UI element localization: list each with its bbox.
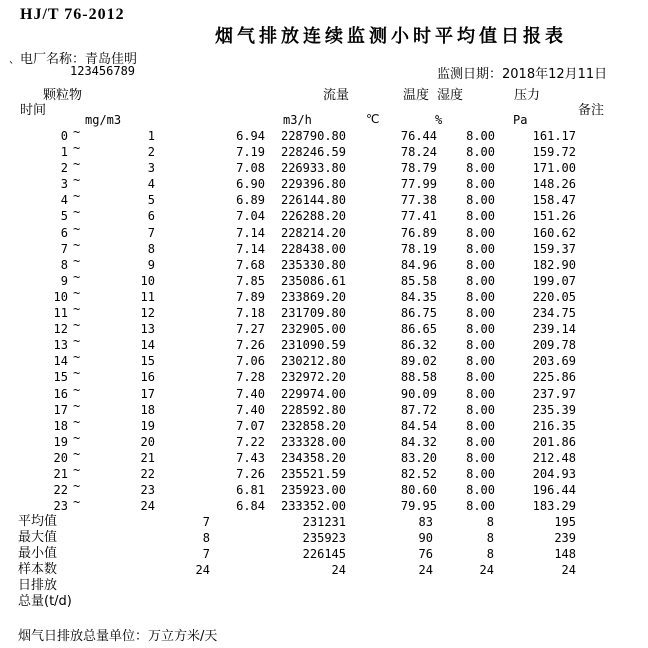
cell-hour-start: 12	[53, 322, 68, 337]
cell-hour-start: 16	[53, 386, 68, 401]
cell-humidity: 8	[486, 547, 494, 562]
cell-humidity: 8.00	[466, 386, 495, 401]
cell-humidity: 8.00	[466, 370, 495, 385]
cell-hour-end: 14	[140, 338, 155, 353]
cell-pressure: 182.90	[532, 257, 576, 272]
tilde-separator: ~	[73, 462, 81, 477]
cell-particulate: 7.22	[236, 434, 265, 449]
cell-flow: 231709.80	[280, 306, 346, 321]
cell-pressure: 161.17	[532, 129, 576, 143]
cell-hour-end: 5	[147, 193, 155, 208]
tilde-separator: ~	[73, 269, 81, 284]
summary-label: 最大值	[18, 530, 58, 546]
cell-temperature: 24	[418, 563, 433, 578]
summary-row	[0, 594, 648, 610]
cell-hour-start: 8	[60, 257, 68, 272]
cell-flow: 226144.80	[280, 193, 346, 208]
cell-hour-end: 9	[147, 257, 155, 272]
cell-humidity: 8.00	[466, 145, 495, 160]
cell-pressure: 159.37	[532, 241, 576, 256]
cell-hour-start: 18	[53, 418, 68, 433]
table-row	[0, 221, 648, 241]
cell-humidity: 8.00	[466, 306, 495, 321]
cell-hour-end: 12	[140, 306, 155, 321]
cell-hour-start: 17	[53, 402, 68, 417]
cell-hour-start: 13	[53, 338, 68, 353]
cell-flow: 235521.59	[280, 466, 346, 481]
cell-temperature: 84.35	[400, 289, 437, 304]
cell-particulate: 6.89	[236, 193, 265, 208]
table-row	[0, 334, 648, 353]
cell-hour-end: 2	[147, 145, 155, 160]
cell-humidity: 8.00	[466, 177, 495, 192]
cell-temperature: 83	[418, 515, 433, 529]
cell-pressure: 237.97	[532, 386, 576, 401]
cell-humidity: 8.00	[466, 402, 495, 417]
cell-particulate: 7.08	[236, 161, 265, 176]
cell-hour-end: 10	[140, 273, 155, 288]
table-row	[0, 350, 648, 369]
cell-pressure: 220.05	[532, 289, 576, 304]
monitoring-date-value: 2018年12月11日	[502, 67, 608, 82]
cell-temperature: 84.32	[400, 434, 437, 449]
cell-hour-end: 18	[140, 402, 155, 417]
cell-temperature: 77.38	[400, 193, 437, 208]
cell-flow: 233869.20	[280, 289, 346, 304]
cell-particulate: 6.84	[236, 499, 265, 514]
cell-pressure: 225.86	[532, 370, 576, 385]
cell-temperature: 78.19	[400, 241, 437, 256]
tilde-separator: ~	[73, 302, 81, 317]
table-row	[0, 125, 648, 144]
cell-temperature: 90.09	[400, 386, 437, 401]
tilde-separator: ~	[73, 414, 81, 429]
cell-humidity: 8.00	[466, 289, 495, 304]
cell-flow: 228438.00	[280, 241, 346, 256]
cell-humidity: 8.00	[466, 209, 495, 224]
summary-rows	[0, 514, 648, 611]
cell-humidity: 24	[479, 563, 494, 578]
cell-flow: 232905.00	[280, 322, 346, 337]
cell-pressure: 201.86	[532, 434, 576, 449]
cell-flow: 231231	[302, 515, 346, 529]
cell-hour-start: 11	[53, 306, 68, 321]
cell-particulate: 7.26	[236, 466, 265, 481]
table-row	[0, 285, 648, 305]
unit-flow: m3/h	[283, 113, 312, 127]
column-header-particulate: 颗粒物	[43, 88, 83, 103]
cell-flow: 229974.00	[280, 386, 346, 401]
cell-humidity: 8.00	[466, 193, 495, 208]
table-row	[0, 173, 648, 192]
hourly-data-rows	[0, 125, 648, 514]
cell-particulate: 7.68	[236, 257, 265, 272]
summary-row	[0, 562, 648, 578]
cell-flow: 228592.80	[280, 402, 346, 417]
cell-hour-start: 10	[53, 289, 68, 304]
cell-pressure: 239.14	[532, 322, 576, 337]
cell-humidity: 8.00	[466, 499, 495, 514]
table-row	[0, 462, 648, 482]
footer-note: 烟气日排放总量单位：万立方米/天	[18, 629, 218, 644]
cell-humidity: 8.00	[466, 450, 495, 465]
cell-hour-end: 16	[140, 370, 155, 385]
cell-flow: 226145	[302, 547, 346, 562]
tilde-separator: ~	[73, 382, 81, 397]
tick-mark: `	[8, 60, 16, 74]
unit-particulate: mg/m3	[85, 113, 122, 127]
cell-humidity: 8.00	[466, 418, 495, 433]
cell-humidity: 8.00	[466, 241, 495, 256]
tilde-separator: ~	[73, 495, 81, 510]
cell-flow: 230212.80	[280, 354, 346, 369]
summary-label: 日排放	[18, 578, 58, 594]
cell-humidity: 8.00	[466, 273, 495, 288]
cell-hour-start: 5	[60, 209, 68, 224]
cell-hour-start: 1	[60, 145, 68, 160]
cell-temperature: 77.41	[400, 209, 437, 224]
cell-particulate: 7.43	[236, 450, 265, 465]
cell-hour-start: 6	[60, 225, 68, 240]
cell-flow: 233352.00	[280, 499, 346, 514]
tilde-separator: ~	[73, 479, 81, 494]
cell-particulate: 6.94	[236, 129, 265, 143]
table-row	[0, 414, 648, 434]
cell-particulate: 7.27	[236, 322, 265, 337]
cell-humidity: 8.00	[466, 322, 495, 337]
cell-humidity: 8.00	[466, 483, 495, 498]
cell-hour-start: 7	[60, 241, 68, 256]
cell-hour-start: 21	[53, 466, 68, 481]
cell-hour-start: 9	[60, 273, 68, 288]
cell-temperature: 83.20	[400, 450, 437, 465]
cell-flow: 226933.80	[280, 161, 346, 176]
tilde-separator: ~	[73, 318, 81, 333]
summary-row	[0, 546, 648, 562]
table-row	[0, 237, 648, 257]
cell-flow: 228214.20	[280, 225, 346, 240]
cell-temperature: 82.52	[400, 466, 437, 481]
column-header-temperature: 温度	[403, 88, 430, 103]
tilde-separator: ~	[73, 221, 81, 236]
tilde-separator: ~	[73, 350, 81, 365]
cell-temperature: 78.24	[400, 145, 437, 160]
cell-particulate: 7.28	[236, 370, 265, 385]
tilde-separator: ~	[73, 446, 81, 461]
cell-particulate: 7.18	[236, 306, 265, 321]
cell-particulate: 7	[202, 515, 210, 529]
cell-pressure: 216.35	[532, 418, 576, 433]
cell-temperature: 88.58	[400, 370, 437, 385]
cell-flow: 232972.20	[280, 370, 346, 385]
cell-temperature: 89.02	[400, 354, 437, 369]
cell-humidity: 8.00	[466, 225, 495, 240]
cell-particulate: 7.07	[236, 418, 265, 433]
tilde-separator: ~	[73, 189, 81, 204]
cell-temperature: 76.89	[400, 225, 437, 240]
cell-particulate: 7.14	[236, 225, 265, 240]
summary-row	[0, 514, 648, 530]
cell-pressure: 158.47	[532, 193, 576, 208]
cell-temperature: 86.75	[400, 306, 437, 321]
column-header-humidity: 湿度	[437, 88, 464, 103]
table-row	[0, 382, 648, 402]
cell-temperature: 86.65	[400, 322, 437, 337]
tilde-separator: ~	[73, 157, 81, 172]
cell-temperature: 84.96	[400, 257, 437, 272]
cell-hour-end: 6	[147, 209, 155, 224]
cell-flow: 235923.00	[280, 483, 346, 498]
cell-hour-start: 23	[53, 499, 68, 514]
cell-particulate: 24	[195, 563, 210, 578]
table-row	[0, 189, 648, 208]
monitoring-date-label: 监测日期：	[437, 67, 503, 82]
cell-humidity: 8.00	[466, 434, 495, 449]
table-row	[0, 269, 648, 289]
cell-particulate: 7.40	[236, 402, 265, 417]
tilde-separator: ~	[73, 334, 81, 349]
table-row	[0, 205, 648, 224]
cell-pressure: 183.29	[532, 499, 576, 514]
cell-particulate: 8	[202, 531, 210, 546]
summary-row	[0, 530, 648, 546]
cell-flow: 24	[331, 563, 346, 578]
cell-flow: 231090.59	[280, 338, 346, 353]
column-header-pressure: 压力	[514, 88, 541, 103]
unit-pressure: Pa	[513, 113, 528, 127]
cell-humidity: 8	[486, 515, 494, 529]
cell-particulate: 6.81	[236, 483, 265, 498]
cell-temperature: 85.58	[400, 273, 437, 288]
cell-hour-start: 15	[53, 370, 68, 385]
cell-particulate: 7.06	[236, 354, 265, 369]
cell-flow: 235330.80	[280, 257, 346, 272]
cell-pressure: 159.72	[532, 145, 576, 160]
tilde-separator: ~	[73, 173, 81, 188]
cell-temperature: 84.54	[400, 418, 437, 433]
cell-hour-start: 3	[60, 177, 68, 192]
tilde-separator: ~	[73, 398, 81, 413]
unit-temperature: ℃	[366, 112, 380, 126]
summary-label: 样本数	[18, 562, 58, 578]
tilde-separator: ~	[73, 285, 81, 300]
plant-code: 123456789	[70, 64, 136, 78]
table-row	[0, 366, 648, 385]
cell-humidity: 8.00	[466, 338, 495, 353]
table-row	[0, 141, 648, 160]
cell-pressure: 204.93	[532, 466, 576, 481]
cell-particulate: 7.19	[236, 145, 265, 160]
cell-pressure: 209.78	[532, 338, 576, 353]
cell-hour-end: 4	[147, 177, 155, 192]
cell-humidity: 8.00	[466, 257, 495, 272]
cell-flow: 229396.80	[280, 177, 346, 192]
plant-name-value: 青岛佳明	[85, 52, 138, 67]
cell-particulate: 7.14	[236, 241, 265, 256]
cell-temperature: 78.79	[400, 161, 437, 176]
monitoring-date	[437, 63, 607, 82]
cell-humidity: 8.00	[466, 129, 495, 143]
cell-humidity: 8.00	[466, 466, 495, 481]
unit-humidity: %	[435, 113, 443, 127]
column-header-remark: 备注	[578, 103, 605, 118]
cell-hour-end: 7	[147, 225, 155, 240]
table-row	[0, 446, 648, 466]
cell-particulate: 7.04	[236, 209, 265, 224]
cell-hour-end: 24	[140, 499, 155, 514]
cell-pressure: 24	[561, 563, 576, 578]
cell-flow: 235923	[302, 531, 346, 546]
cell-flow: 233328.00	[280, 434, 346, 449]
cell-hour-end: 1	[147, 129, 155, 143]
cell-hour-end: 19	[140, 418, 155, 433]
table-row	[0, 398, 648, 418]
cell-pressure: 234.75	[532, 306, 576, 321]
cell-hour-start: 20	[53, 450, 68, 465]
cell-pressure: 203.69	[532, 354, 576, 369]
cell-particulate: 7.85	[236, 273, 265, 288]
cell-hour-end: 21	[140, 450, 155, 465]
cell-temperature: 77.99	[400, 177, 437, 192]
cell-pressure: 171.00	[532, 161, 576, 176]
cell-temperature: 86.32	[400, 338, 437, 353]
cell-particulate: 7.40	[236, 386, 265, 401]
cell-temperature: 80.60	[400, 483, 437, 498]
summary-row	[0, 578, 648, 594]
cell-pressure: 195	[554, 515, 576, 529]
table-row	[0, 157, 648, 176]
cell-temperature: 76	[418, 547, 433, 562]
cell-flow: 232858.20	[280, 418, 346, 433]
cell-hour-start: 4	[60, 193, 68, 208]
cell-hour-start: 19	[53, 434, 68, 449]
cell-humidity: 8.00	[466, 354, 495, 369]
cell-hour-end: 3	[147, 161, 155, 176]
summary-label: 总量(t/d)	[18, 594, 72, 610]
tilde-separator: ~	[73, 253, 81, 268]
cell-pressure: 199.07	[532, 273, 576, 288]
table-row	[0, 479, 648, 498]
cell-temperature: 76.44	[400, 129, 437, 143]
cell-pressure: 148	[554, 547, 576, 562]
column-header-flow: 流量	[323, 88, 350, 103]
cell-pressure: 160.62	[532, 225, 576, 240]
tilde-separator: ~	[73, 141, 81, 156]
cell-hour-end: 20	[140, 434, 155, 449]
cell-flow: 228790.80	[280, 129, 346, 143]
cell-flow: 235086.61	[280, 273, 346, 288]
cell-hour-start: 14	[53, 354, 68, 369]
cell-hour-end: 22	[140, 466, 155, 481]
cell-flow: 228246.59	[280, 145, 346, 160]
tilde-separator: ~	[73, 366, 81, 381]
tilde-separator: ~	[73, 430, 81, 445]
standard-code: HJ/T 76-2012	[20, 6, 125, 23]
cell-humidity: 8.00	[466, 161, 495, 176]
cell-hour-end: 11	[140, 289, 155, 304]
cell-pressure: 239	[554, 531, 576, 546]
cell-hour-end: 17	[140, 386, 155, 401]
cell-flow: 226288.20	[280, 209, 346, 224]
cell-pressure: 148.26	[532, 177, 576, 192]
cell-temperature: 90	[418, 531, 433, 546]
page-title: 烟气排放连续监测小时平均值日报表	[215, 26, 567, 47]
cell-pressure: 235.39	[532, 402, 576, 417]
table-row	[0, 302, 648, 321]
cell-flow: 234358.20	[280, 450, 346, 465]
cell-pressure: 151.26	[532, 209, 576, 224]
tilde-separator: ~	[73, 125, 81, 139]
summary-label: 平均值	[18, 514, 58, 529]
plant-name-label: 电厂名称：	[20, 52, 86, 67]
column-header-time: 时间	[20, 103, 47, 118]
cell-hour-start: 2	[60, 161, 68, 176]
tilde-separator: ~	[73, 237, 81, 252]
table-row	[0, 430, 648, 450]
cell-hour-end: 15	[140, 354, 155, 369]
cell-hour-end: 13	[140, 322, 155, 337]
cell-particulate: 7	[202, 547, 210, 562]
cell-hour-end: 8	[147, 241, 155, 256]
cell-particulate: 7.89	[236, 289, 265, 304]
table-row	[0, 253, 648, 273]
cell-pressure: 196.44	[532, 483, 576, 498]
cell-temperature: 79.95	[400, 499, 437, 514]
cell-pressure: 212.48	[532, 450, 576, 465]
cell-particulate: 7.26	[236, 338, 265, 353]
table-row	[0, 318, 648, 337]
cell-hour-end: 23	[140, 483, 155, 498]
tilde-separator: ~	[73, 205, 81, 220]
cell-humidity: 8	[486, 531, 494, 546]
table-row	[0, 495, 648, 514]
cell-hour-start: 0	[60, 129, 68, 143]
cell-hour-start: 22	[53, 483, 68, 498]
cell-particulate: 6.90	[236, 177, 265, 192]
summary-label: 最小值	[18, 546, 58, 562]
cell-temperature: 87.72	[400, 402, 437, 417]
